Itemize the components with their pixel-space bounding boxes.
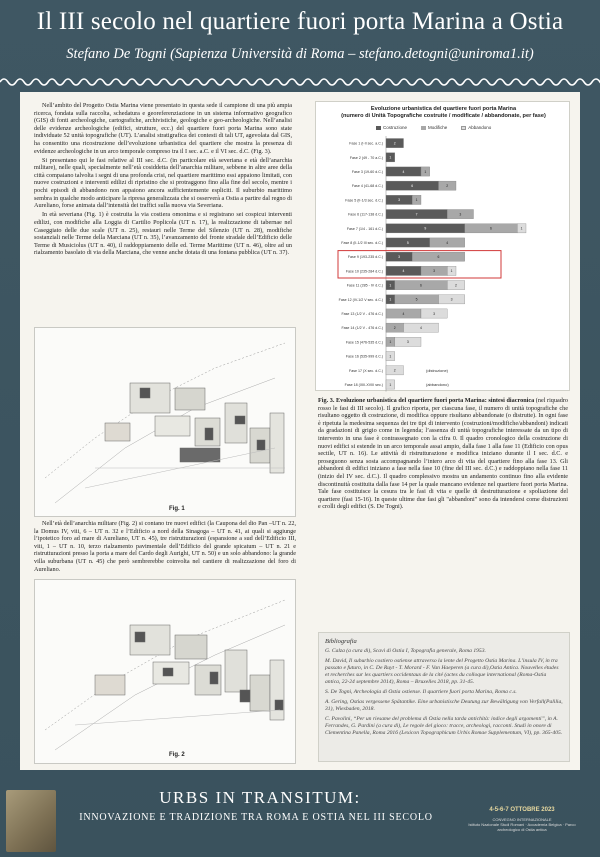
chart-category-label: Fase 9 (193-235 d.C.) xyxy=(347,255,383,260)
bibliography-box xyxy=(318,632,570,762)
chart-data-label: 1 xyxy=(520,226,523,231)
conference-dates: 4-5-6-7 OTTOBRE 2023 xyxy=(489,807,555,813)
figure-1-label: Fig. 1 xyxy=(169,506,185,512)
chart-data-label: 9 xyxy=(424,226,427,231)
chart-data-label: 1 xyxy=(389,382,392,387)
chart-data-label: 2 xyxy=(393,326,396,330)
chart-data-label: 6 xyxy=(420,283,422,288)
figure-3-chart xyxy=(315,101,570,391)
author-line: Stefano De Togni (Sapienza Università di Roma – stefano.detogni@uniroma1.it) xyxy=(66,46,534,62)
chart-category-label: Fase 6 (117-138 d.C.) xyxy=(348,212,383,217)
chart-category-label: Fase 8 (II-1/2 III sec. d.C.) xyxy=(341,241,383,245)
paragraph-intro: Nell’ambito del Progetto Ostia Marina viene presentato in questa sede il campione di una più ampia ricerca, fondata sulla raccolta, schedatura e georeferenziazione in un sistema informativo geografico (GIS) di fonti archeologiche, cartografiche, archivistiche, geologiche e geo-archeologiche. Nell’analisi delle evidenze archeologiche (edifici, strutture, ecc.) del quartiere fuori porta Marina sono state individuate 52 unità topografiche (UT). L’analisi stratigrafica dei contesti di tali UT, agevolata dal GIS, ha consentito una ricostruzione dell’evoluzione urbanistica del quartiere che mostra la presenza di evidenze archeologiche in un arco temporale compreso tra il I sec. a.C. e il VI sec. d.C. (Fig. 3). xyxy=(34,102,292,155)
chart-category-label: Fase 4 (41-68 d.C.) xyxy=(351,184,383,189)
chart-data-label: 3 xyxy=(433,311,436,316)
chart-data-label: 4 xyxy=(402,269,405,274)
chart-data-label: 2 xyxy=(446,184,449,188)
chart-category-label: Fase 3 (19-60 d.C.) xyxy=(351,170,383,174)
chart-data-label: 4 xyxy=(402,169,405,174)
chart-data-label: 3 xyxy=(433,269,436,274)
conference-subtitle: INNOVAZIONE E TRADIZIONE TRA ROMA E OSTIA NEL III SECOLO xyxy=(79,812,433,823)
chart-data-label: 2 xyxy=(455,283,457,288)
conference-organizers: Istituto Nazionale Studi Romani · Accademia Belgica · Parco archeologico di Ostia antica xyxy=(468,822,576,832)
chart-data-label: 1 xyxy=(424,169,427,174)
chart-data-label: 1 xyxy=(389,155,392,160)
chart-category-label: Fase 10 (235-284 d.C.) xyxy=(345,269,383,274)
chart-data-label: 6 xyxy=(490,226,492,231)
chart-data-label: 3 xyxy=(450,297,453,302)
chart-category-label: Fase 16 (535-999 d.C.) xyxy=(345,354,383,359)
bibliography-entry: A. Gering, Ostias vergessene Spätantike. Eine urbanistische Deutung zur Bewältigung von Verfall(Palilia, 31), Wiesbaden, 2018. xyxy=(325,699,563,712)
chart-category-label: Fase 5 (II-1/3 sec. d.C.) xyxy=(345,198,383,203)
chart-category-label: Fase 2 (49 - 70 a.C.) xyxy=(349,155,383,160)
bibliography-entry: M. David, Il suburbio costiero ostiense attraverso la lente del Progetto Ostia Marina. L’insula IV, in tra passato e futuro, in C. De Ruyt - T. Morard - F. Van Haeperen (a cura di),Ostia Antica. Nouvelles études et recherches sur les quartiers occidentaux de la cité (actes du colloque international (Roma-Ostia antica, 22-24 septembre 2014), Roma – Bruxelles 2018, pp. 31-45. xyxy=(325,658,559,685)
figure-1-map xyxy=(34,327,296,517)
relief-image xyxy=(6,790,56,852)
wave-ornament xyxy=(0,75,600,89)
bibliography-entry: G. Calza (a cura di), Scavi di Ostia I, Topografia generale, Roma 1953. xyxy=(325,648,486,654)
chart-data-label: 1 xyxy=(389,340,392,345)
chart-category-label: Fase 17 (X sec. d.C.) xyxy=(349,368,383,373)
paragraph-severan: In età severiana (Fig. 1) è costruita la via costiera omonima e si registrano sei cospicui interventi edilizi, con modifiche alla Loggia di Cartilio Poplicola (UT n. 17), la realizzazione di tabernae nel Caseggiato delle due scale (UT n. 25), restauri nelle Terme del Silenzio (UT n. 28), modifiche sostanziali nelle Terme della Marciana (UT n. 35), l’avanzamento del fronte stradale dell’Edificio delle Terme di Musiciolus (UT n. 40), il raddoppiamento delle ed. Terme Marittime (UT n. 46), oltre ad un rialzamento basolato di via della Marciana, che venne anche dotata di una fontana pubblica (UT n. 37). xyxy=(34,211,292,257)
chart-data-label: 3 xyxy=(398,198,401,203)
chart-category-label: Fase 12 (IV-1/2 V sec. d.C.) xyxy=(338,297,383,302)
conference-title: URBS IN TRANSITUM: xyxy=(159,788,361,807)
legend-label: Abbandono xyxy=(468,125,492,130)
chart-title-main: Evoluzione urbanistica del quartiere fuori porta Marina xyxy=(370,106,517,112)
paragraph-anarchy: Nell’età dell’anarchia militare (Fig. 2) si contano tre nuovi edifici (la Caupona del dio Pan –UT n. 22, la Domus IV, viii, 6 – UT n. 32 e l’Edificio a nord della Sinagoga – UT n. 41, ai quali si aggiunge l’ipotetico foro ad mare di Aureliano, UT n. 45), tre ristrutturazioni (espansione a sud dell’Edificio III, viii, 1 – UT n. 10, terzo rialzamento pavimentale dell’Edificio del grande spicatum – UT n. 21 e ristrutturazioni presso la porta a mare del Cardo degli Aurighi, UT n. 50) e un solo abbandono: la grande villa suburbana (UT n. 45) che però sembrerebbe coinvolta nel cantiere di realizzazione del foro di Aureliano. xyxy=(34,520,296,573)
paragraph-phases: Si presentano qui le fasi relative al III sec. d.C. (in particolare età severiana e età dell’anarchia militare), nelle quali, specialmente nell’età cosiddetta dell’anarchia militare, sebbene in altre aree della città compaiano talvolta i segni di una profonda crisi, nel quartiere marittimo essi appaiono limitati, con nuove costruzioni e interventi edilizi di ripristino che si protraggono fino alla fine del secolo, mentre i pochi episodi di abbandono non appaiono ancora sufficientemente espliciti. Il suburbio marittimo sembra in qualche modo anticipare la ripresa generalizzata che si osserverà a Ostia a partire dal regno di Aureliano, forse animata dall’intensità dei traffici sulla nuova via Severiana. xyxy=(34,156,292,210)
chart-category-label: Fase 15 (476-535 d.C.) xyxy=(345,340,383,345)
figure-1-plan xyxy=(35,328,297,518)
chart-data-label: 7 xyxy=(415,212,418,217)
chart-annotation: (abbandono) xyxy=(426,382,449,387)
chart-data-label: 1 xyxy=(450,269,453,274)
figure-2-map xyxy=(34,579,296,764)
chart-category-label: Fase 18 (XIII-XVIII sec.) xyxy=(344,383,383,387)
chart-data-label: 6 xyxy=(411,184,414,188)
chart-data-label: 2 xyxy=(393,368,396,373)
poster-title: Il III secolo nel quartiere fuori porta Marina a Ostia xyxy=(36,8,564,35)
legend-label: Costruzione xyxy=(383,125,408,130)
anarchy-text-block xyxy=(34,520,296,575)
caption-label: Fig. 3. Evoluzione urbanistica del quartiere fuori porta Marina: sintesi diacronica xyxy=(318,397,535,404)
bibliography-entry: C. Pavolini, “Per un riesame del problema di Ostia nella tarda antichità: indice degli argomenti”, in A. Ferrandes, G. Pardini (a cura di), Le regole del gioco: tracce, archeologi, racconti. Studi in onore di Clementina Panella, Roma 2016 (Lexicon Topographicum Urbis Romae Supplementum, VI), pp. 365-405. xyxy=(325,716,563,736)
chart-category-label: Fase 13 (1/2 V - 476 d.C.) xyxy=(341,312,383,316)
chart-data-label: 6 xyxy=(437,255,440,259)
chart-data-label: 4 xyxy=(402,311,405,316)
chart-data-label: 5 xyxy=(406,240,409,245)
legend-label: Modifiche xyxy=(428,125,448,130)
chart-data-label: 2 xyxy=(393,141,396,146)
content-panel xyxy=(20,92,580,770)
intro-text-block xyxy=(34,102,292,258)
caption-text: (nel riquadro rosso le fasi di III secolo). Il grafico riporta, per ciascuna fase, il numero di unità topografiche che risultano oggetto di costruzione, di modifica oppure risultano abbandonate (o distrutte). In ogni fase è ripetuta la medesima sequenza dei tre tipi di intervento (costruzioni/modifiche/abbandoni) indicati da gradazioni di grigio come in legenda; l’assenza di unità topografiche interessate da un tipo di intervento in una fase è contrassegnato con la cifra 0. Il quadro cronologico della costruzione di nuovi edifici si estende in un arco temporale assai ampio, dalla fase 1 alla fase 11 (Edificio con opus sectile, UT n. 16). Le attività di ristrutturazione e modifica iniziano durante il I sec. d.C. e proseguono senza sosta accompagnando l’intero arco di vita del quartiere fino alla fase 13. Gli abbandoni di edifici iniziano a fase nella fase 10 (fine del III sec. d.C.) e raddoppiano nella fase 11 (inizio del IV sec. d.C.). Il quadro complessivo mostra un andamento continuo fino alla evidente discontinuità costituita dalla fase 14 per la quale mancano evidenze nel quartiere fuori porta Marina. Tale fase costituisce la cesura tra le fasi di vita e quelle di destrutturazione e spoliazione del quartiere (fasi 15-16). In queste ultime due fasi gli "abbandoni" sono da intendersi come distruzioni e crolli degli edifici (S. De Togni). xyxy=(318,397,568,511)
figure-2-label: Fig. 2 xyxy=(169,752,185,758)
chart-data-label: 3 xyxy=(406,340,409,345)
figure-2-plan xyxy=(35,580,297,765)
chart-data-label: 1 xyxy=(415,198,418,203)
figure-3-caption xyxy=(318,397,568,511)
chart-data-label: 1 xyxy=(389,283,392,288)
chart-data-label: 4 xyxy=(446,240,449,245)
chart-data-label: 3 xyxy=(459,212,462,217)
chart-plot xyxy=(316,102,571,392)
chart-data-label: 1 xyxy=(389,297,392,302)
bibliography-heading: Bibliografia xyxy=(325,638,357,645)
conference-info xyxy=(462,817,582,832)
chart-data-label: 5 xyxy=(415,297,418,302)
chart-category-label: Fase 11 (285 - IV d.C.) xyxy=(346,283,383,288)
chart-annotation: (distruzione) xyxy=(426,367,449,373)
bibliography-entry: S. De Togni, Archeologia di Ostia ostiense. Il quartiere fuori porta Marina, Roma c.s. xyxy=(325,689,517,695)
chart-title-sub: (numero di Unità Topografiche costruite / modificate / abbandonate, per fase) xyxy=(341,113,546,119)
chart-data-label: 3 xyxy=(398,255,401,259)
conference-type: CONVEGNO INTERNAZIONALE xyxy=(492,817,552,822)
chart-category-label: Fase 14 (1/2 V - 476 d.C.) xyxy=(341,326,383,331)
chart-data-label: 4 xyxy=(420,326,422,330)
chart-category-label: Fase 1 (I-II sec. a.C.) xyxy=(349,141,383,146)
chart-data-label: 1 xyxy=(389,354,392,359)
chart-category-label: Fase 7 (1/4 - 161 d.C.) xyxy=(346,226,383,231)
